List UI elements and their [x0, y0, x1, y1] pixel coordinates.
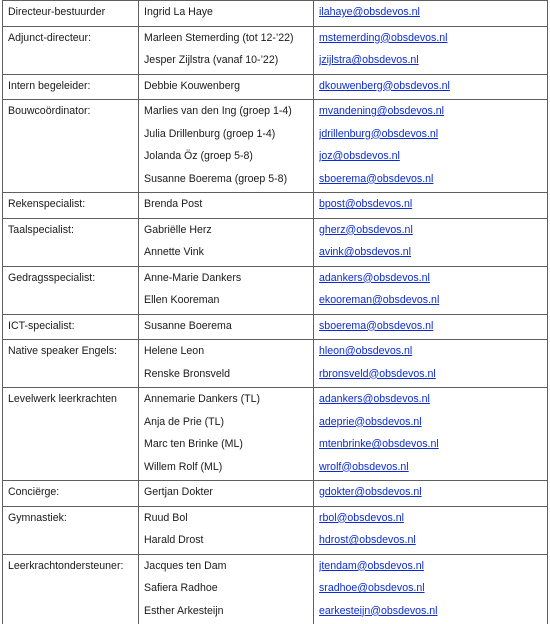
email-link[interactable]: dkouwenberg@obsdevos.nl [319, 80, 450, 92]
email-line [319, 51, 547, 74]
name-cell [139, 100, 314, 193]
table-row [3, 26, 548, 74]
person-name: Marc ten Brinke (ML) [144, 435, 313, 458]
role-cell [3, 481, 139, 507]
email-link[interactable]: sboerema@obsdevos.nl [319, 320, 433, 332]
name-cell [139, 388, 314, 481]
person-name: Ingrid La Haye [144, 3, 313, 26]
person-name: Annette Vink [144, 243, 313, 266]
person-name: Julia Drillenburg (groep 1-4) [144, 125, 313, 148]
role-label: Adjunct-directeur: [8, 29, 138, 52]
email-line [319, 483, 547, 506]
table-row [3, 100, 548, 193]
role-label: Leerkrachtondersteuner: [8, 557, 138, 580]
person-name: Gabriëlle Herz [144, 221, 313, 244]
person-name: Susanne Boerema [144, 317, 313, 340]
person-name: Ruud Bol [144, 509, 313, 532]
email-cell [314, 481, 548, 507]
name-cell [139, 481, 314, 507]
table-row [3, 74, 548, 100]
email-link[interactable]: adankers@obsdevos.nl [319, 272, 430, 284]
person-name: Helene Leon [144, 342, 313, 365]
email-line [319, 269, 547, 292]
role-label: Bouwcoördinator: [8, 102, 138, 125]
role-cell [3, 266, 139, 314]
table-row [3, 1, 548, 27]
name-cell [139, 506, 314, 554]
email-cell [314, 74, 548, 100]
email-line [319, 509, 547, 532]
person-name: Willem Rolf (ML) [144, 458, 313, 481]
table-row [3, 506, 548, 554]
email-line [319, 147, 547, 170]
person-name: Marlies van den Ing (groep 1-4) [144, 102, 313, 125]
email-cell [314, 554, 548, 624]
email-link[interactable]: sradhoe@obsdevos.nl [319, 582, 425, 594]
role-cell [3, 554, 139, 624]
email-link[interactable]: mstemerding@obsdevos.nl [319, 32, 448, 44]
person-name: Gertjan Dokter [144, 483, 313, 506]
staff-table-body [3, 1, 548, 624]
email-cell [314, 193, 548, 219]
email-line [319, 170, 547, 193]
role-cell [3, 193, 139, 219]
role-label: Intern begeleider: [8, 77, 138, 100]
email-link[interactable]: gdokter@obsdevos.nl [319, 486, 422, 498]
email-line [319, 342, 547, 365]
table-row [3, 218, 548, 266]
table-row [3, 266, 548, 314]
email-cell [314, 266, 548, 314]
email-line [319, 413, 547, 436]
email-line [319, 243, 547, 266]
person-name: Debbie Kouwenberg [144, 77, 313, 100]
email-cell [314, 1, 548, 27]
email-link[interactable]: ekooreman@obsdevos.nl [319, 294, 439, 306]
person-name: Anja de Prie (TL) [144, 413, 313, 436]
email-line [319, 291, 547, 314]
person-name: Jesper Zijlstra (vanaf 10-’22) [144, 51, 313, 74]
table-row [3, 340, 548, 388]
person-name: Jacques ten Dam [144, 557, 313, 580]
email-link[interactable]: rbol@obsdevos.nl [319, 512, 404, 524]
email-line [319, 390, 547, 413]
email-link[interactable]: rbronsveld@obsdevos.nl [319, 368, 436, 380]
role-cell [3, 388, 139, 481]
email-line [319, 365, 547, 388]
person-name: Ellen Kooreman [144, 291, 313, 314]
email-link[interactable]: earkesteijn@obsdevos.nl [319, 605, 438, 617]
email-line [319, 102, 547, 125]
role-label: Native speaker Engels: [8, 342, 138, 365]
role-cell [3, 218, 139, 266]
email-cell [314, 26, 548, 74]
email-link[interactable]: adeprie@obsdevos.nl [319, 416, 422, 428]
role-label: Levelwerk leerkrachten [8, 390, 138, 413]
staff-contact-table [2, 0, 548, 624]
name-cell [139, 74, 314, 100]
email-link[interactable]: gherz@obsdevos.nl [319, 224, 413, 236]
name-cell [139, 266, 314, 314]
role-label: Gymnastiek: [8, 509, 138, 532]
role-cell [3, 340, 139, 388]
email-link[interactable]: jzijlstra@obsdevos.nl [319, 54, 419, 66]
email-link[interactable]: wrolf@obsdevos.nl [319, 461, 409, 473]
table-row [3, 554, 548, 624]
email-link[interactable]: mtenbrinke@obsdevos.nl [319, 438, 439, 450]
email-cell [314, 100, 548, 193]
person-name: Jolanda Öz (groep 5-8) [144, 147, 313, 170]
name-cell [139, 218, 314, 266]
email-link[interactable]: adankers@obsdevos.nl [319, 393, 430, 405]
table-row [3, 481, 548, 507]
email-link[interactable]: mvandening@obsdevos.nl [319, 105, 444, 117]
role-label: Gedragsspecialist: [8, 269, 138, 292]
table-row [3, 388, 548, 481]
email-line [319, 77, 547, 100]
email-cell [314, 388, 548, 481]
email-link[interactable]: hdrost@obsdevos.nl [319, 534, 416, 546]
email-line [319, 579, 547, 602]
email-line [319, 125, 547, 148]
email-cell [314, 506, 548, 554]
role-cell [3, 74, 139, 100]
name-cell [139, 1, 314, 27]
table-row [3, 193, 548, 219]
role-cell [3, 1, 139, 27]
name-cell [139, 554, 314, 624]
name-cell [139, 340, 314, 388]
email-line [319, 458, 547, 481]
email-link[interactable]: hleon@obsdevos.nl [319, 345, 412, 357]
person-name: Anne-Marie Dankers [144, 269, 313, 292]
role-label: Directeur-bestuurder [8, 3, 138, 26]
email-line [319, 221, 547, 244]
name-cell [139, 193, 314, 219]
person-name: Harald Drost [144, 531, 313, 554]
email-link[interactable]: jdrillenburg@obsdevos.nl [319, 128, 438, 140]
person-name: Esther Arkesteijn [144, 602, 313, 624]
email-cell [314, 340, 548, 388]
name-cell [139, 314, 314, 340]
email-line [319, 602, 547, 624]
email-line [319, 29, 547, 52]
table-row [3, 314, 548, 340]
email-link[interactable]: bpost@obsdevos.nl [319, 198, 412, 210]
person-name: Brenda Post [144, 195, 313, 218]
person-name: Annemarie Dankers (TL) [144, 390, 313, 413]
role-cell [3, 314, 139, 340]
email-link[interactable]: ilahaye@obsdevos.nl [319, 6, 420, 18]
person-name: Safiera Radhoe [144, 579, 313, 602]
person-name: Marleen Stemerding (tot 12-’22) [144, 29, 313, 52]
email-line [319, 195, 547, 218]
email-line [319, 435, 547, 458]
email-cell [314, 314, 548, 340]
email-cell [314, 218, 548, 266]
email-line [319, 3, 547, 26]
email-link[interactable]: sboerema@obsdevos.nl [319, 173, 433, 185]
role-cell [3, 26, 139, 74]
role-cell [3, 100, 139, 193]
role-label: Conciërge: [8, 483, 138, 506]
person-name: Renske Bronsveld [144, 365, 313, 388]
role-label: ICT-specialist: [8, 317, 138, 340]
email-line [319, 531, 547, 554]
email-link[interactable]: jtendam@obsdevos.nl [319, 560, 424, 572]
email-line [319, 557, 547, 580]
email-line [319, 317, 547, 340]
email-link[interactable]: avink@obsdevos.nl [319, 246, 411, 258]
role-label: Rekenspecialist: [8, 195, 138, 218]
email-link[interactable]: joz@obsdevos.nl [319, 150, 400, 162]
person-name: Susanne Boerema (groep 5-8) [144, 170, 313, 193]
name-cell [139, 26, 314, 74]
role-label: Taalspecialist: [8, 221, 138, 244]
role-cell [3, 506, 139, 554]
